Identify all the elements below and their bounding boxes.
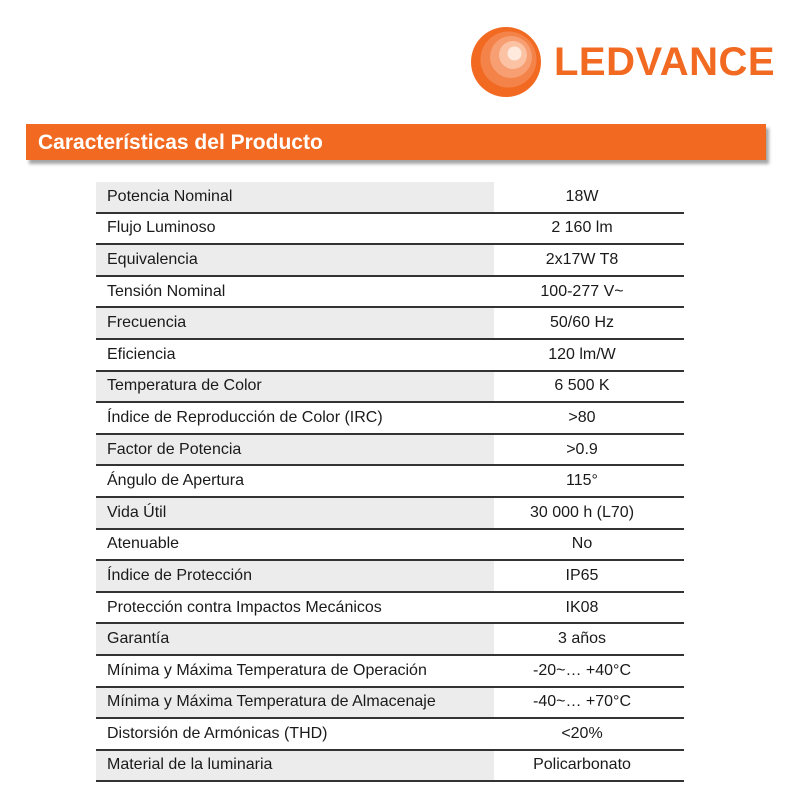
spec-row [96, 623, 684, 655]
section-banner [26, 124, 766, 160]
spec-row [96, 244, 684, 276]
spec-value: -40~… +70°C [494, 687, 684, 719]
spec-label: Índice de Reproducción de Color (IRC) [96, 402, 494, 434]
spec-value: 50/60 Hz [494, 307, 684, 339]
brand-name: LEDVANCE [554, 40, 776, 84]
spec-value: 115° [494, 465, 684, 497]
spec-row [96, 497, 684, 529]
spec-value: Policarbonato [494, 750, 684, 782]
spec-label: Eficiencia [96, 339, 494, 371]
spec-row [96, 687, 684, 719]
spec-row [96, 307, 684, 339]
specs-table-body [96, 182, 684, 781]
spec-label: Vida Útil [96, 497, 494, 529]
spec-label: Factor de Potencia [96, 434, 494, 466]
spec-label: Ángulo de Apertura [96, 465, 494, 497]
spec-row [96, 655, 684, 687]
spec-value: IK08 [494, 592, 684, 624]
spec-row [96, 529, 684, 561]
spec-row [96, 434, 684, 466]
spec-row [96, 465, 684, 497]
spec-value: 6 500 K [494, 371, 684, 403]
spec-value: 120 lm/W [494, 339, 684, 371]
specs-table [96, 182, 684, 782]
spec-row [96, 718, 684, 750]
spec-label: Material de la luminaria [96, 750, 494, 782]
ledvance-logo [470, 26, 775, 98]
spec-value: 2 160 lm [494, 213, 684, 245]
spec-row [96, 402, 684, 434]
spec-row [96, 339, 684, 371]
spec-label: Atenuable [96, 529, 494, 561]
spec-row [96, 560, 684, 592]
spec-label: Frecuencia [96, 307, 494, 339]
spec-label: Tensión Nominal [96, 276, 494, 308]
spec-value: 3 años [494, 623, 684, 655]
spec-value: 2x17W T8 [494, 244, 684, 276]
spec-label: Mínima y Máxima Temperatura de Operación [96, 655, 494, 687]
spec-label: Potencia Nominal [96, 182, 494, 213]
spec-value: IP65 [494, 560, 684, 592]
spec-value: >80 [494, 402, 684, 434]
spec-label: Mínima y Máxima Temperatura de Almacenaje [96, 687, 494, 719]
spec-row [96, 592, 684, 624]
spec-label: Distorsión de Armónicas (THD) [96, 718, 494, 750]
spec-row [96, 213, 684, 245]
spec-label: Índice de Protección [96, 560, 494, 592]
spec-label: Garantía [96, 623, 494, 655]
spec-row [96, 371, 684, 403]
spec-label: Equivalencia [96, 244, 494, 276]
spec-label: Protección contra Impactos Mecánicos [96, 592, 494, 624]
spec-row [96, 276, 684, 308]
spec-row [96, 750, 684, 782]
spec-value: >0.9 [494, 434, 684, 466]
spec-row [96, 182, 684, 213]
spec-value: <20% [494, 718, 684, 750]
section-title: Características del Producto [38, 131, 323, 154]
ledvance-sun-icon [470, 26, 542, 98]
spec-label: Temperatura de Color [96, 371, 494, 403]
spec-value: 100-277 V~ [494, 276, 684, 308]
spec-value: 18W [494, 182, 684, 213]
spec-value: No [494, 529, 684, 561]
spec-value: -20~… +40°C [494, 655, 684, 687]
spec-value: 30 000 h (L70) [494, 497, 684, 529]
spec-label: Flujo Luminoso [96, 213, 494, 245]
